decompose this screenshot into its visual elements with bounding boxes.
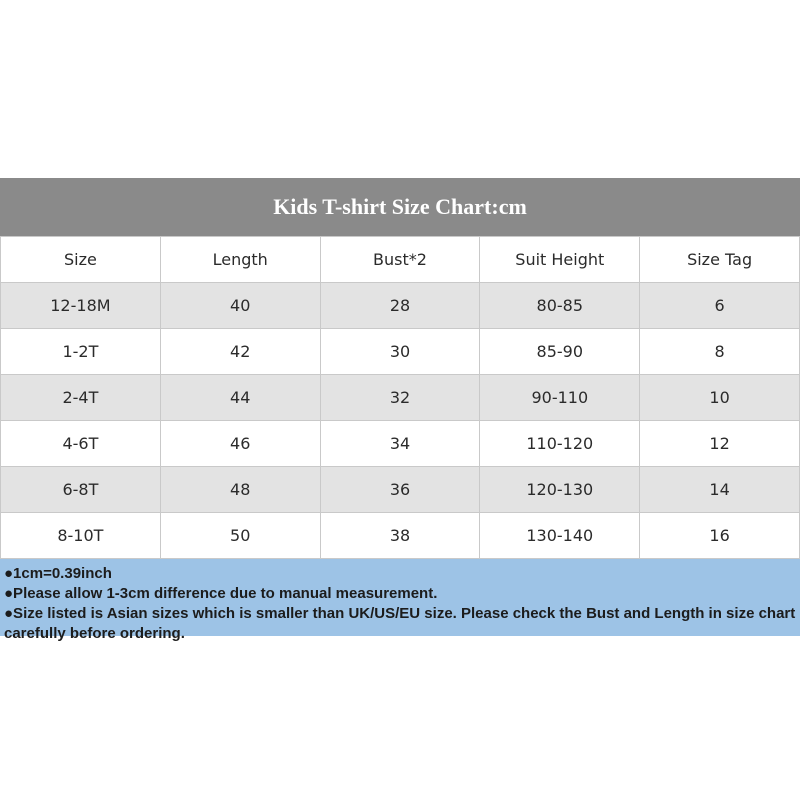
table-row: [1, 375, 800, 421]
notes-panel: [0, 559, 800, 642]
cell-length: 40: [160, 283, 320, 329]
cell-size-tag: 14: [640, 467, 800, 513]
cell-size-tag: 16: [640, 513, 800, 559]
header-bust: Bust*2: [320, 237, 480, 283]
cell-suit-height: 80-85: [480, 283, 640, 329]
cell-size-tag: 6: [640, 283, 800, 329]
cell-size: 8-10T: [1, 513, 161, 559]
cell-size-tag: 10: [640, 375, 800, 421]
cell-suit-height: 90-110: [480, 375, 640, 421]
cell-bust: 36: [320, 467, 480, 513]
note-asian-sizes: ●Size listed is Asian sizes which is smaller than UK/US/EU size. Please check the Bust and Length in size chart carefully before ordering.: [4, 605, 796, 642]
header-size: Size: [1, 237, 161, 283]
cell-length: 46: [160, 421, 320, 467]
cell-suit-height: 120-130: [480, 467, 640, 513]
cell-suit-height: 85-90: [480, 329, 640, 375]
cell-size: 4-6T: [1, 421, 161, 467]
cell-size-tag: 8: [640, 329, 800, 375]
table-row: [1, 329, 800, 375]
header-suit-height: Suit Height: [480, 237, 640, 283]
table-row: [1, 283, 800, 329]
chart-title: Kids T-shirt Size Chart:cm: [0, 178, 800, 236]
note-conversion: ●1cm=0.39inch: [4, 565, 112, 582]
cell-bust: 32: [320, 375, 480, 421]
cell-size: 6-8T: [1, 467, 161, 513]
cell-size-tag: 12: [640, 421, 800, 467]
cell-length: 44: [160, 375, 320, 421]
size-chart: [0, 178, 800, 642]
cell-bust: 28: [320, 283, 480, 329]
header-length: Length: [160, 237, 320, 283]
table-header-row: [1, 237, 800, 283]
cell-length: 50: [160, 513, 320, 559]
cell-length: 42: [160, 329, 320, 375]
table-row: [1, 421, 800, 467]
size-table: [0, 236, 800, 559]
cell-size: 2-4T: [1, 375, 161, 421]
cell-size: 1-2T: [1, 329, 161, 375]
table-row: [1, 513, 800, 559]
cell-size: 12-18M: [1, 283, 161, 329]
header-size-tag: Size Tag: [640, 237, 800, 283]
table-row: [1, 467, 800, 513]
cell-bust: 38: [320, 513, 480, 559]
cell-length: 48: [160, 467, 320, 513]
cell-suit-height: 110-120: [480, 421, 640, 467]
note-tolerance: ●Please allow 1-3cm difference due to manual measurement.: [4, 585, 438, 602]
cell-bust: 34: [320, 421, 480, 467]
cell-suit-height: 130-140: [480, 513, 640, 559]
cell-bust: 30: [320, 329, 480, 375]
